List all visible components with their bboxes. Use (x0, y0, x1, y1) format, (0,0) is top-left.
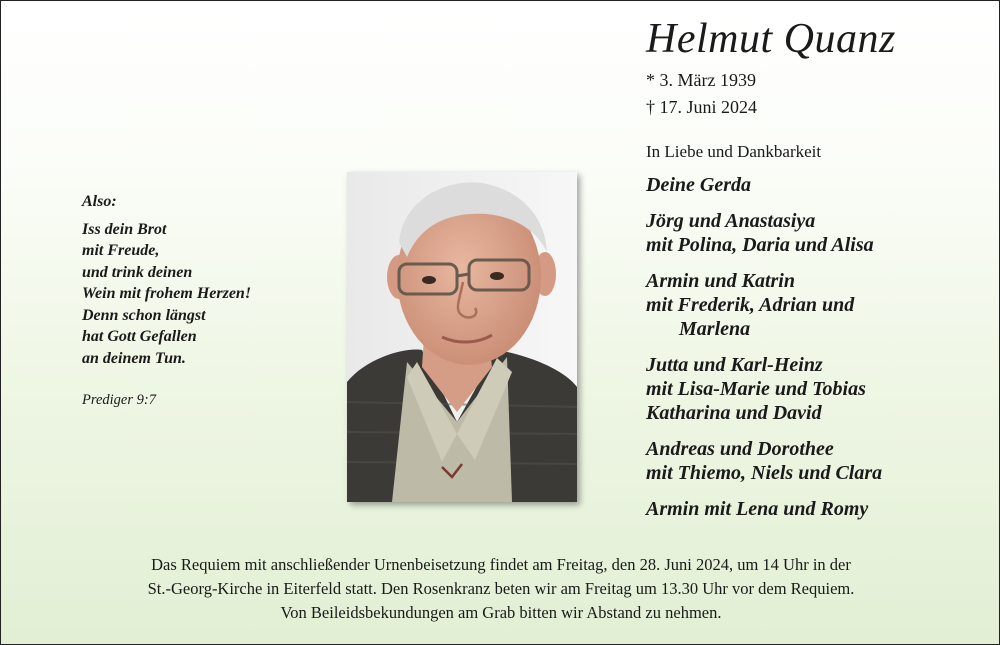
family-line: mit Frederik, Adrian und (646, 294, 855, 316)
verse-line: mit Freude, (82, 242, 160, 259)
bible-verse (82, 191, 251, 369)
dedication-intro: In Liebe und Dankbarkeit (646, 142, 822, 161)
verse-heading: Also: (82, 193, 117, 210)
service-notice (1, 553, 1000, 625)
verse-line: und trink deinen (82, 263, 193, 281)
deceased-name: Helmut Quanz (646, 16, 896, 62)
verse-line: Denn schon längst (82, 306, 206, 324)
notice-line: Von Beileidsbekundungen am Grab bitten wir Abstand zu nehmen. (280, 603, 722, 622)
verse-line: hat Gott Gefallen (82, 328, 197, 345)
birth-date: * 3. März 1939 (646, 70, 756, 90)
family-line: mit Lisa-Marie und Tobias (646, 378, 866, 400)
verse-line: Wein mit frohem Herzen! (82, 285, 252, 302)
verse-line: Iss dein Brot (82, 220, 167, 238)
verse-line: an deinem Tun. (82, 349, 186, 367)
family-group (646, 497, 986, 521)
family-group (646, 437, 986, 485)
portrait-illustration (347, 172, 577, 502)
family-line: mit Thiemo, Niels und Clara (646, 462, 883, 484)
family-group (646, 269, 986, 341)
death-date: † 17. Juni 2024 (646, 97, 758, 117)
family-group (646, 353, 986, 425)
family-line: Katharina und David (646, 402, 822, 424)
verse-source: Prediger 9:7 (82, 392, 156, 408)
family-line: Jörg und Anastasiya (646, 210, 816, 232)
family-line: mit Polina, Daria und Alisa (646, 234, 874, 256)
notice-line: St.-Georg-Kirche in Eiterfeld statt. Den Rosenkranz beten wir am Freitag um 13.30 Uhr vor dem Requiem. (147, 579, 855, 598)
portrait-photo (347, 172, 577, 502)
family-group (646, 173, 986, 197)
family-line: Armin mit Lena und Romy (646, 498, 869, 520)
notice-line: Das Requiem mit anschließender Urnenbeisetzung findet am Freitag, den 28. Juni 2024, um 14 Uhr in der (151, 555, 851, 574)
family-line: Jutta und Karl-Heinz (646, 354, 823, 376)
family-line: Deine Gerda (646, 174, 751, 196)
family-line: Andreas und Dorothee (646, 438, 834, 460)
family-line: Armin und Katrin (646, 270, 795, 292)
family-line: Marlena (679, 318, 751, 340)
family-list (646, 173, 986, 533)
family-group (646, 209, 986, 257)
